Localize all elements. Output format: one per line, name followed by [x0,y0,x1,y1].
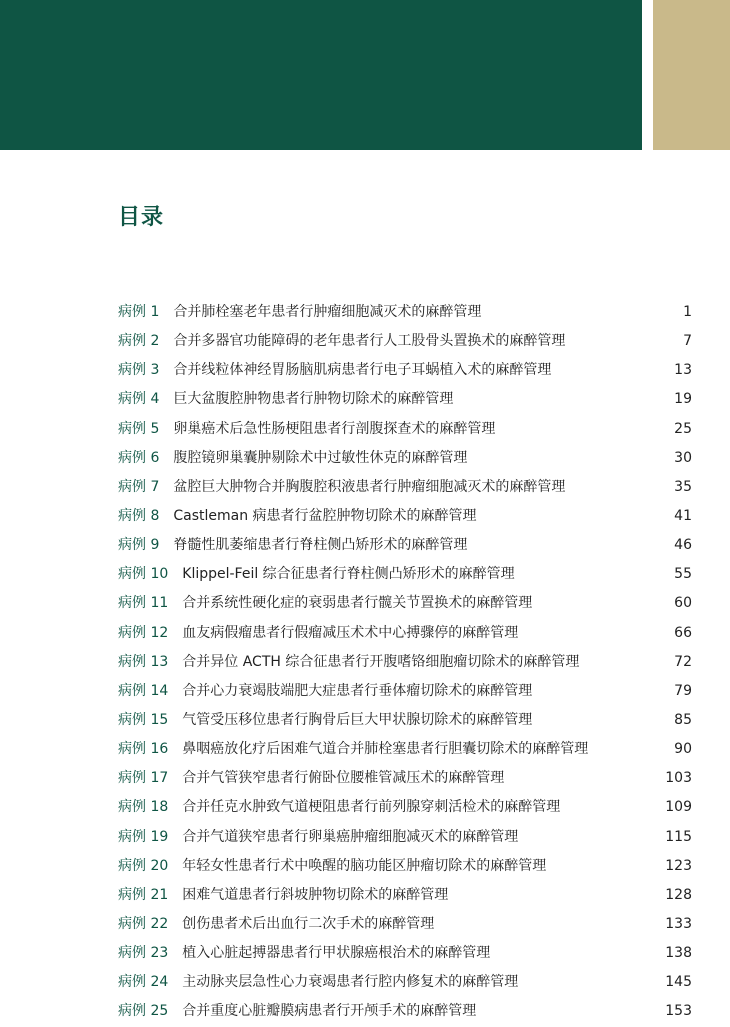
case-label: 病例 17 [118,770,169,787]
case-label: 病例 11 [118,595,169,612]
page-number: 30 [674,449,692,466]
page-number: 145 [665,974,692,991]
case-label: 病例 14 [118,682,169,699]
toc-entry[interactable] [118,415,692,444]
entry-title: 合并异位 ACTH 综合征患者行开腹嗜铬细胞瘤切除术的麻醉管理 [182,653,580,670]
toc-entry[interactable] [118,677,692,706]
entry-title: 植入心脏起搏器患者行甲状腺癌根治术的麻醉管理 [182,945,491,962]
entry-title: 年轻女性患者行术中唤醒的脑功能区肿瘤切除术的麻醉管理 [182,857,547,874]
case-label: 病例 4 [118,391,160,408]
page-number: 79 [674,682,692,699]
page-number: 25 [674,420,692,437]
page-number: 55 [674,566,692,583]
case-label: 病例 6 [118,449,160,466]
page-number: 41 [674,507,692,524]
page-number: 90 [674,741,692,758]
case-label: 病例 12 [118,624,169,641]
page-number: 7 [683,333,692,350]
toc-entry[interactable] [118,648,692,677]
page-number: 72 [674,653,692,670]
page-number: 133 [665,915,692,932]
header-accent-block [653,0,730,150]
case-label: 病例 20 [118,857,169,874]
entry-title: 巨大盆腹腔肿物患者行肿物切除术的麻醉管理 [173,391,454,408]
case-label: 病例 18 [118,799,169,816]
page-number: 138 [665,945,692,962]
page-number: 109 [665,799,692,816]
page-number: 35 [674,478,692,495]
page-number: 46 [674,537,692,554]
toc-entry[interactable] [118,619,692,648]
entry-title: 合并肺栓塞老年患者行肿瘤细胞减灭术的麻醉管理 [173,304,482,320]
case-label: 病例 23 [118,945,169,962]
page-number: 128 [665,886,692,903]
toc-entry[interactable] [118,502,692,531]
case-label: 病例 22 [118,915,169,932]
case-label: 病例 16 [118,741,169,758]
page-number: 13 [674,362,692,379]
entry-title: 困难气道患者行斜坡肿物切除术的麻醉管理 [182,886,449,903]
toc-entry[interactable] [118,793,692,822]
toc-entry[interactable] [118,385,692,414]
toc-entry[interactable] [118,560,692,589]
page-number: 60 [674,595,692,612]
entry-title: 合并任克水肿致气道梗阻患者行前列腺穿刺活检术的麻醉管理 [182,799,561,816]
toc-entry[interactable] [118,910,692,939]
entry-title: 创伤患者术后出血行二次手术的麻醉管理 [182,915,435,932]
toc-title: 目录 [118,205,165,230]
case-label: 病例 5 [118,420,160,437]
toc-entry[interactable] [118,473,692,502]
toc-entry[interactable] [118,823,692,852]
toc-entry[interactable] [118,852,692,881]
entry-title: 合并重度心脏瓣膜病患者行开颅手术的麻醉管理 [182,1003,477,1020]
page-number: 153 [665,1003,692,1020]
toc-entry[interactable] [118,589,692,618]
toc-entry[interactable] [118,706,692,735]
toc-entry[interactable] [118,968,692,997]
page-number: 1 [683,304,692,320]
toc-list [118,298,692,1027]
page-number: 66 [674,624,692,641]
case-label: 病例 1 [118,304,160,320]
entry-title: 气管受压移位患者行胸骨后巨大甲状腺切除术的麻醉管理 [182,711,533,728]
entry-title: 卵巢癌术后急性肠梗阻患者行剖腹探查术的麻醉管理 [173,420,496,437]
case-label: 病例 3 [118,362,160,379]
header-band [0,0,642,150]
case-label: 病例 19 [118,828,169,845]
toc-entry[interactable] [118,997,692,1026]
toc-entry[interactable] [118,735,692,764]
toc-entry[interactable] [118,298,692,327]
case-label: 病例 10 [118,566,169,583]
toc-entry[interactable] [118,327,692,356]
case-label: 病例 25 [118,1003,169,1020]
entry-title: 合并线粒体神经胃肠脑肌病患者行电子耳蜗植入术的麻醉管理 [173,362,552,379]
case-label: 病例 15 [118,711,169,728]
entry-title: 合并气管狭窄患者行俯卧位腰椎管减压术的麻醉管理 [182,770,505,787]
entry-title: Castleman 病患者行盆腔肿物切除术的麻醉管理 [173,507,477,524]
case-label: 病例 21 [118,886,169,903]
toc-entry[interactable] [118,356,692,385]
case-label: 病例 9 [118,537,160,554]
case-label: 病例 2 [118,333,160,350]
page-number: 115 [665,828,692,845]
page-number: 103 [665,770,692,787]
entry-title: 血友病假瘤患者行假瘤减压术术中心搏骤停的麻醉管理 [182,624,519,641]
entry-title: Klippel-Feil 综合征患者行脊柱侧凸矫形术的麻醉管理 [182,566,515,583]
toc-entry[interactable] [118,764,692,793]
toc-entry[interactable] [118,939,692,968]
case-label: 病例 24 [118,974,169,991]
page-number: 85 [674,711,692,728]
toc-entry[interactable] [118,444,692,473]
case-label: 病例 8 [118,507,160,524]
entry-title: 合并系统性硬化症的衰弱患者行髋关节置换术的麻醉管理 [182,595,533,612]
toc-entry[interactable] [118,531,692,560]
case-label: 病例 7 [118,478,160,495]
page-number: 19 [674,391,692,408]
case-label: 病例 13 [118,653,169,670]
entry-title: 脊髓性肌萎缩患者行脊柱侧凸矫形术的麻醉管理 [173,537,468,554]
toc-entry[interactable] [118,881,692,910]
entry-title: 合并多器官功能障碍的老年患者行人工股骨头置换术的麻醉管理 [173,333,566,350]
page-number: 123 [665,857,692,874]
entry-title: 鼻咽癌放化疗后困难气道合并肺栓塞患者行胆囊切除术的麻醉管理 [182,741,589,758]
entry-title: 合并心力衰竭肢端肥大症患者行垂体瘤切除术的麻醉管理 [182,682,533,699]
entry-title: 主动脉夹层急性心力衰竭患者行腔内修复术的麻醉管理 [182,974,519,991]
entry-title: 腹腔镜卵巢囊肿剔除术中过敏性休克的麻醉管理 [173,449,468,466]
entry-title: 合并气道狭窄患者行卵巢癌肿瘤细胞减灭术的麻醉管理 [182,828,519,845]
entry-title: 盆腔巨大肿物合并胸腹腔积液患者行肿瘤细胞减灭术的麻醉管理 [173,478,566,495]
